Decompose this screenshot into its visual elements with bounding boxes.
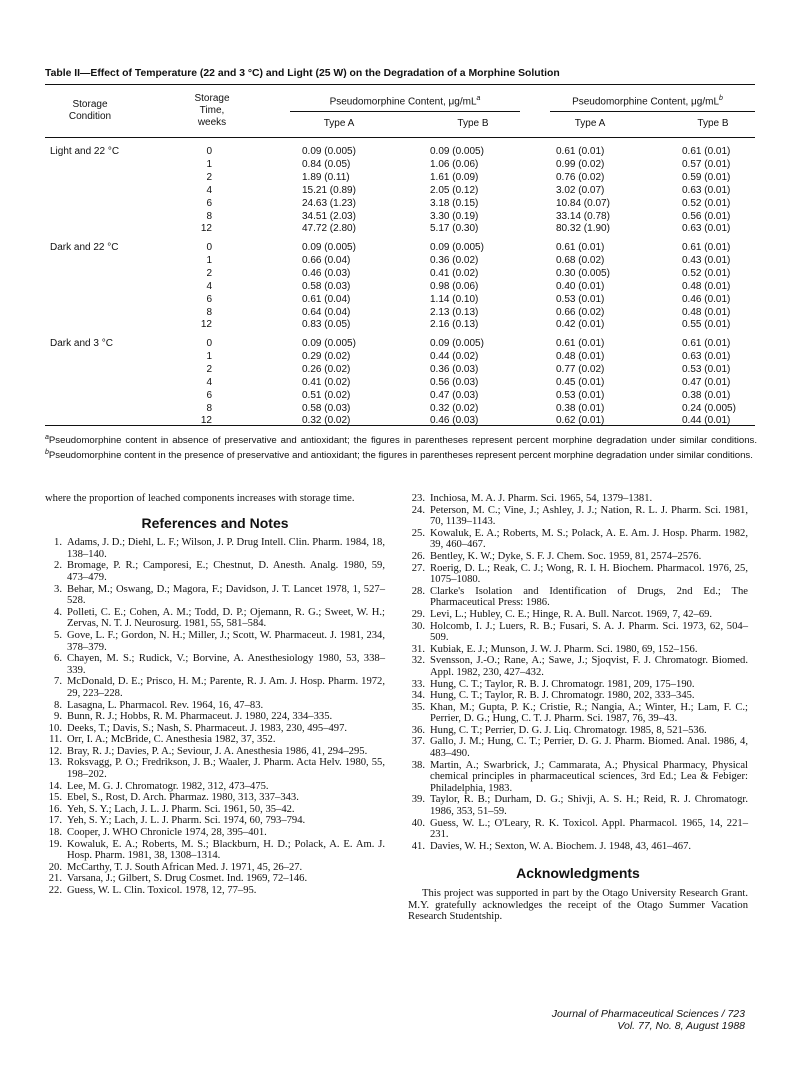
cell-type-a-2: 0.61 (0.01) xyxy=(556,338,605,349)
cell-type-b-2: 0.63 (0.01) xyxy=(682,350,731,362)
reference-number: 33. xyxy=(411,678,425,690)
row-group-condition: Light and 22 °C xyxy=(50,146,120,157)
table-footnote xyxy=(45,432,757,462)
cell-type-a-1: 0.83 (0.05) xyxy=(302,319,351,331)
journal-footer-line: Vol. 77, No. 8, August 1988 xyxy=(617,1020,745,1032)
reference-number: 20. xyxy=(48,861,62,873)
reference-text: Bray, R. J.; Davies, P. A.; Seviour, J. A. Anesthesia 1986, 41, 294–295. xyxy=(67,745,368,757)
cell-week: 12 xyxy=(200,223,212,235)
header-type-a-2: Type A xyxy=(574,118,606,129)
reference-number: 4. xyxy=(54,606,62,618)
cell-type-a-2: 33.14 (0.78) xyxy=(556,210,610,222)
reference-item xyxy=(408,655,748,678)
cell-week: 12 xyxy=(200,415,212,427)
reference-number: 17. xyxy=(48,815,62,827)
reference-number: 14. xyxy=(48,780,62,792)
cell-week: 1 xyxy=(206,350,212,362)
cell-week: 8 xyxy=(206,402,212,414)
cell-type-b-2: 0.63 (0.01) xyxy=(682,184,731,196)
reference-text: Adams, J. D.; Diehl, L. F.; Wilson, J. P. Drug Intell. Clin. Pharm. 1984, 18, 138–140. xyxy=(67,537,385,560)
cell-type-b-1: 2.13 (0.13) xyxy=(430,306,479,318)
cell-week: 12 xyxy=(200,319,212,331)
cell-type-a-2: 0.48 (0.01) xyxy=(556,350,605,362)
cell-type-b-1: 0.09 (0.005) xyxy=(430,338,484,349)
reference-number: 40. xyxy=(411,817,425,829)
header-storage-condition-line: Storage xyxy=(72,99,108,110)
cell-type-a-1: 0.09 (0.005) xyxy=(302,338,356,349)
cell-week: 6 xyxy=(206,389,212,401)
references-heading: References and Notes xyxy=(141,514,289,531)
reference-item xyxy=(45,653,385,676)
reference-text: Levi, L.; Hubley, C. E.; Hinge, R. A. Bull. Narcot. 1969, 7, 42–69. xyxy=(430,608,713,620)
cell-type-b-2: 0.55 (0.01) xyxy=(682,319,731,331)
cell-type-b-2: 0.48 (0.01) xyxy=(682,306,731,318)
table-bottom-rule xyxy=(45,425,755,426)
cell-type-a-2: 80.32 (1.90) xyxy=(556,223,610,235)
cell-type-b-2: 0.46 (0.01) xyxy=(682,293,731,305)
reference-item xyxy=(45,804,385,816)
cell-type-b-1: 0.32 (0.02) xyxy=(430,402,479,414)
reference-item xyxy=(45,839,385,862)
reference-item xyxy=(408,551,748,563)
cell-week: 0 xyxy=(206,146,212,157)
cell-type-a-2: 0.53 (0.01) xyxy=(556,389,605,401)
header-type-a-1: Type A xyxy=(323,118,355,129)
reference-number: 24. xyxy=(411,504,425,516)
reference-text: Davies, W. H.; Sexton, W. A. Biochem. J. 1948, 43, 461–467. xyxy=(430,840,692,852)
left-column xyxy=(45,493,385,897)
reference-text: Yeh, S. Y.; Lach, J. L. J. Pharm. Sci. 1961, 50, 35–42. xyxy=(67,803,295,815)
cell-type-b-2: 0.56 (0.01) xyxy=(682,210,731,222)
cell-type-a-2: 0.42 (0.01) xyxy=(556,319,605,331)
footnote-a-mark: a xyxy=(45,434,49,441)
reference-number: 37. xyxy=(411,736,425,748)
reference-item xyxy=(408,690,748,702)
cell-type-a-1: 24.63 (1.23) xyxy=(302,197,356,209)
footnote-b-text: Pseudomorphine content in the presence of preservative and antioxidant; the figures in parentheses represent percent morphine degradation under similar conditions. xyxy=(48,450,753,462)
footnote-mark-b: b xyxy=(719,95,723,102)
cell-type-b-1: 0.09 (0.005) xyxy=(430,146,484,157)
reference-item xyxy=(45,746,385,758)
cell-type-b-1: 5.17 (0.30) xyxy=(430,223,479,235)
cell-week: 2 xyxy=(206,363,212,375)
reference-text: Peterson, M. C.; Vine, J.; Ashley, J. J.; Nation, R. L. J. Pharm. Sci. 1981, 70, 1139–1143. xyxy=(430,504,748,528)
reference-item xyxy=(45,537,385,560)
acknowledgments-text: This project was supported in part by the Otago University Research Grant. M.Y. gratefully acknowledges the receipt of the Otago Summer Vacation Research Studentship. xyxy=(408,888,748,923)
reference-item xyxy=(45,560,385,583)
reference-number: 29. xyxy=(411,608,425,620)
reference-number: 30. xyxy=(411,620,425,632)
row-group-condition: Dark and 22 °C xyxy=(50,242,119,253)
reference-text: Svensson, J.-O.; Rane, A.; Sawe, J.; Sjoqvist, F. J. Chromatogr. Biomed. Appl. 1982, 230, 427–432. xyxy=(430,655,748,678)
cell-type-b-2: 0.24 (0.005) xyxy=(682,402,736,414)
cell-type-b-2: 0.44 (0.01) xyxy=(682,415,731,427)
reference-item xyxy=(45,873,385,885)
reference-number: 39. xyxy=(411,794,425,806)
reference-item xyxy=(45,723,385,735)
cell-type-b-1: 2.05 (0.12) xyxy=(430,184,479,196)
reference-number: 6. xyxy=(54,653,62,665)
reference-list-right xyxy=(408,493,748,852)
reference-number: 38. xyxy=(411,759,425,771)
reference-item xyxy=(408,702,748,725)
cell-week: 1 xyxy=(206,254,212,266)
reference-text: McDonald, D. E.; Prisco, H. M.; Parente, R. J. Am. J. Hosp. Pharm. 1972, 29, 223–228. xyxy=(67,676,385,699)
cell-type-b-2: 0.61 (0.01) xyxy=(682,338,731,349)
reference-item xyxy=(408,818,748,841)
cell-type-b-2: 0.38 (0.01) xyxy=(682,389,731,401)
reference-number: 31. xyxy=(411,643,425,655)
reference-text: Orr, I. A.; McBride, C. Anesthesia 1982, 37, 352. xyxy=(67,734,276,746)
cell-type-b-1: 1.61 (0.09) xyxy=(430,171,479,183)
cell-type-b-1: 0.36 (0.03) xyxy=(430,363,479,375)
header-group-b-label: Pseudomorphine Content, μg/mL xyxy=(572,96,720,108)
reference-text: Martin, A.; Swarbrick, J.; Cammarata, A.; Physical Pharmacy, Physical chemical principles in pharmaceutical sciences, 3rd Ed.; Lea & Febiger: Philadelphia, 1983. xyxy=(430,759,748,794)
reference-text: Khan, M.; Gupta, P. K.; Cristie, R.; Nangia, A.; Winter, H.; Lam, F. C.; Perrier, D. G.; Hung, C. T. J. Pharm. Sci. 1987, 76, 39–43. xyxy=(430,701,748,725)
reference-text: Lasagna, L. Pharmacol. Rev. 1964, 16, 47–83. xyxy=(67,699,264,711)
reference-text: Lee, M. G. J. Chromatogr. 1982, 312, 473–475. xyxy=(67,780,269,792)
header-type-b-2: Type B xyxy=(697,118,729,129)
reference-text: Cooper, J. WHO Chronicle 1974, 28, 395–401. xyxy=(67,827,267,839)
cell-type-a-2: 0.53 (0.01) xyxy=(556,293,605,305)
cell-type-a-1: 0.46 (0.03) xyxy=(302,267,351,279)
reference-item xyxy=(408,644,748,656)
cell-type-a-2: 0.66 (0.02) xyxy=(556,306,605,318)
reference-text: Bunn, R. J.; Hobbs, R. M. Pharmaceut. J. 1980, 224, 334–335. xyxy=(67,711,333,723)
cell-type-b-2: 0.53 (0.01) xyxy=(682,363,731,375)
cell-type-a-1: 47.72 (2.80) xyxy=(302,223,356,235)
cell-week: 2 xyxy=(206,171,212,183)
cell-week: 4 xyxy=(206,376,212,388)
reference-number: 22. xyxy=(48,885,62,896)
reference-text: Varsana, J.; Gilbert, S. Drug Cosmet. Ind. 1969, 72–146. xyxy=(67,873,308,885)
cell-type-b-1: 0.36 (0.02) xyxy=(430,254,479,266)
cell-type-a-2: 0.61 (0.01) xyxy=(556,146,605,157)
reference-number: 36. xyxy=(411,724,425,736)
reference-item xyxy=(45,827,385,839)
header-storage-time xyxy=(182,93,242,129)
reference-text: McCarthy, T. J. South African Med. J. 1971, 45, 26–27. xyxy=(67,861,303,873)
cell-type-a-2: 0.30 (0.005) xyxy=(556,267,610,279)
reference-number: 2. xyxy=(54,560,62,572)
header-group-a-label: Pseudomorphine Content, μg/mL xyxy=(329,96,477,108)
cell-type-b-2: 0.47 (0.01) xyxy=(682,376,731,388)
cell-type-a-1: 0.66 (0.04) xyxy=(302,254,351,266)
reference-text: Clarke's Isolation and Identification of Drugs, 2nd Ed.; The Pharmaceutical Press: 1986. xyxy=(430,585,748,609)
reference-text: Yeh, S. Y.; Lach, J. L. J. Pharm. Sci. 1974, 60, 793–794. xyxy=(67,815,306,827)
right-column xyxy=(408,493,748,923)
reference-number: 1. xyxy=(54,537,62,549)
reference-text: Behar, M.; Oswang, D.; Magora, F.; Davidson, J. T. Lancet 1978, 1, 527–528. xyxy=(67,583,385,607)
cell-type-b-1: 3.18 (0.15) xyxy=(430,197,479,209)
cell-week: 6 xyxy=(206,197,212,209)
reference-text: Guess, W. L.; O'Leary, R. K. Toxicol. Appl. Pharmacol. 1965, 14, 221–231. xyxy=(430,817,748,841)
reference-number: 35. xyxy=(411,701,425,713)
cell-type-b-2: 0.57 (0.01) xyxy=(682,158,731,170)
group-a-underline xyxy=(290,111,520,112)
reference-item xyxy=(45,757,385,780)
reference-item xyxy=(45,792,385,804)
header-storage-condition-line: Condition xyxy=(68,111,112,122)
cell-type-b-2: 0.52 (0.01) xyxy=(682,197,731,209)
cell-type-b-1: 0.47 (0.03) xyxy=(430,389,479,401)
cell-week: 2 xyxy=(206,267,212,279)
table-top-rule xyxy=(45,84,755,85)
reference-text: Deeks, T.; Davis, S.; Nash, S. Pharmaceut. J. 1983, 230, 495–497. xyxy=(67,722,348,734)
cell-type-a-1: 0.09 (0.005) xyxy=(302,146,356,157)
row-group-condition: Dark and 3 °C xyxy=(50,338,113,349)
reference-item xyxy=(45,815,385,827)
header-group-a xyxy=(290,93,520,108)
reference-number: 12. xyxy=(48,745,62,757)
reference-number: 7. xyxy=(54,676,62,688)
cell-type-a-1: 0.58 (0.03) xyxy=(302,280,351,292)
header-group-b xyxy=(540,93,755,108)
reference-item xyxy=(45,607,385,630)
reference-item xyxy=(408,725,748,737)
reference-number: 8. xyxy=(54,699,62,711)
cell-type-b-1: 0.98 (0.06) xyxy=(430,280,479,292)
reference-number: 23. xyxy=(411,493,425,504)
reference-number: 41. xyxy=(411,840,425,852)
cell-type-b-1: 0.56 (0.03) xyxy=(430,376,479,388)
reference-item xyxy=(408,493,748,505)
reference-text: Ebel, S., Rost, D. Arch. Pharmaz. 1980, 313, 337–343. xyxy=(67,792,299,804)
cell-week: 8 xyxy=(206,210,212,222)
cell-type-b-2: 0.52 (0.01) xyxy=(682,267,731,279)
cell-type-b-1: 3.30 (0.19) xyxy=(430,210,479,222)
reference-number: 18. xyxy=(48,827,62,839)
cell-week: 4 xyxy=(206,280,212,292)
cell-type-b-1: 0.09 (0.005) xyxy=(430,242,484,253)
table-caption: Table II—Effect of Temperature (22 and 3 °C) and Light (25 W) on the Degradation of a Morphine Solution xyxy=(45,68,560,79)
reference-list-left xyxy=(45,537,385,896)
reference-item xyxy=(408,609,748,621)
cell-type-a-1: 34.51 (2.03) xyxy=(302,210,356,222)
cell-type-a-1: 0.09 (0.005) xyxy=(302,242,356,253)
reference-number: 3. xyxy=(54,583,62,595)
reference-number: 25. xyxy=(411,527,425,539)
cell-week: 4 xyxy=(206,184,212,196)
reference-text: Kubiak, E. J.; Munson, J. W. J. Pharm. Sci. 1980, 69, 152–156. xyxy=(430,643,698,655)
cell-type-a-1: 0.58 (0.03) xyxy=(302,402,351,414)
cell-week: 0 xyxy=(206,338,212,349)
reference-item xyxy=(408,621,748,644)
reference-text: Hung, C. T.; Taylor, R. B. J. Chromatogr. 1980, 202, 333–345. xyxy=(430,690,695,702)
reference-item xyxy=(45,781,385,793)
reference-item xyxy=(45,734,385,746)
reference-text: Holcomb, I. J.; Luers, R. B.; Fusari, S. A. J. Pharm. Sci. 1973, 62, 504–509. xyxy=(430,620,748,644)
cell-type-a-2: 0.68 (0.02) xyxy=(556,254,605,266)
cell-week: 8 xyxy=(206,306,212,318)
cell-type-a-1: 1.89 (0.11) xyxy=(302,171,350,183)
reference-text: Bromage, P. R.; Camporesi, E.; Chestnut, D. Anesth. Analg. 1980, 59, 473–479. xyxy=(67,560,385,583)
reference-item xyxy=(45,676,385,699)
header-storage-condition xyxy=(50,99,130,123)
group-b-underline xyxy=(550,111,755,112)
cell-type-b-1: 1.06 (0.06) xyxy=(430,158,479,170)
header-storage-time-line: weeks xyxy=(197,117,227,128)
cell-type-a-1: 0.26 (0.02) xyxy=(302,363,351,375)
cell-type-b-1: 0.44 (0.02) xyxy=(430,350,479,362)
footnote-a-text: Pseudomorphine content in absence of preservative and antioxidant; the figures in parentheses represent percent morphine degradation under similar conditions. xyxy=(48,435,757,447)
cell-type-b-2: 0.61 (0.01) xyxy=(682,146,731,157)
reference-item xyxy=(45,584,385,607)
body-text: where the proportion of leached components increases with storage time. xyxy=(45,493,355,504)
reference-item xyxy=(45,700,385,712)
reference-item xyxy=(45,885,385,897)
reference-text: Guess, W. L. Clin. Toxicol. 1978, 12, 77–95. xyxy=(67,885,257,896)
cell-type-a-1: 0.32 (0.02) xyxy=(302,415,351,427)
reference-number: 9. xyxy=(54,711,62,723)
reference-text: Polleti, C. E.; Cohen, A. M.; Todd, D. P.; Ojemann, R. G.; Sweet, W. H.; Zervas, N. T. J. Neurosurg. 1981, 55, 581–584. xyxy=(67,606,385,630)
header-storage-time-line: Time, xyxy=(199,105,225,116)
reference-text: Bentley, K. W.; Dyke, S. F. J. Chem. Soc. 1959, 81, 2574–2576. xyxy=(430,550,702,562)
header-type-b-1: Type B xyxy=(457,118,489,129)
cell-type-b-1: 0.41 (0.02) xyxy=(430,267,479,279)
reference-number: 5. xyxy=(54,629,62,641)
cell-type-b-2: 0.59 (0.01) xyxy=(682,171,731,183)
cell-week: 6 xyxy=(206,293,212,305)
reference-item xyxy=(408,794,748,817)
reference-item xyxy=(408,736,748,759)
cell-type-a-1: 0.61 (0.04) xyxy=(302,293,351,305)
reference-text: Gallo, J. M.; Hung, C. T.; Perrier, D. G. J. Pharm. Biomed. Anal. 1986, 4, 483–490. xyxy=(430,736,748,760)
cell-type-b-2: 0.63 (0.01) xyxy=(682,223,731,235)
cell-type-a-2: 0.99 (0.02) xyxy=(556,158,605,170)
cell-type-a-2: 0.45 (0.01) xyxy=(556,376,605,388)
cell-type-a-1: 0.51 (0.02) xyxy=(302,389,351,401)
cell-type-b-2: 0.43 (0.01) xyxy=(682,254,731,266)
reference-number: 10. xyxy=(48,722,62,734)
cell-type-b-1: 1.14 (0.10) xyxy=(430,293,479,305)
reference-text: Chayen, M. S.; Rudick, V.; Borvine, A. Anesthesiology 1980, 53, 338–339. xyxy=(67,653,385,676)
cell-type-a-2: 0.38 (0.01) xyxy=(556,402,605,414)
reference-text: Kowaluk, E. A.; Roberts, M. S.; Polack, A. E. Am. J. Hosp. Pharm. 1982, 39, 460–467. xyxy=(430,527,748,551)
table-header-rule xyxy=(45,137,755,138)
reference-number: 34. xyxy=(411,690,425,702)
cell-type-a-2: 0.76 (0.02) xyxy=(556,171,605,183)
acknowledgments-heading: Acknowledgments xyxy=(516,865,640,882)
cell-type-a-2: 0.77 (0.02) xyxy=(556,363,605,375)
cell-type-a-2: 3.02 (0.07) xyxy=(556,184,605,196)
cell-type-b-2: 0.61 (0.01) xyxy=(682,242,731,253)
reference-text: Roksvagg, P. O.; Fredrikson, J. B.; Waaler, J. Pharm. Acta Helv. 1980, 55, 198–202. xyxy=(67,757,385,781)
reference-number: 13. xyxy=(48,757,62,769)
reference-number: 19. xyxy=(48,838,62,850)
cell-type-b-2: 0.48 (0.01) xyxy=(682,280,731,292)
reference-item xyxy=(45,630,385,653)
cell-type-a-2: 10.84 (0.07) xyxy=(556,197,610,209)
reference-text: Hung, C. T.; Perrier, D. G. J. Liq. Chromatogr. 1985, 8, 521–536. xyxy=(430,724,707,736)
journal-footer xyxy=(540,1008,745,1032)
reference-text: Roerig, D. L.; Reak, C. J.; Wong, R. I. H. Biochem. Pharmacol. 1976, 25, 1075–1080. xyxy=(430,562,748,586)
cell-type-a-1: 0.64 (0.04) xyxy=(302,306,351,318)
reference-number: 28. xyxy=(411,585,425,597)
reference-item xyxy=(408,841,748,853)
reference-item xyxy=(408,528,748,551)
reference-number: 11. xyxy=(49,734,62,746)
cell-type-a-1: 15.21 (0.89) xyxy=(302,184,356,196)
cell-type-a-2: 0.62 (0.01) xyxy=(556,415,605,427)
cell-type-a-1: 0.84 (0.05) xyxy=(302,158,351,170)
cell-week: 1 xyxy=(206,158,212,170)
reference-text: Gove, L. F.; Gordon, N. H.; Miller, J.; Scott, W. Pharmaceut. J. 1981, 234, 378–379. xyxy=(67,629,385,653)
reference-item xyxy=(408,679,748,691)
reference-item xyxy=(408,563,748,586)
header-storage-time-line: Storage xyxy=(194,93,230,104)
cell-type-a-1: 0.41 (0.02) xyxy=(302,376,351,388)
cell-week: 0 xyxy=(206,242,212,253)
reference-item xyxy=(45,862,385,874)
footnote-mark-a: a xyxy=(476,95,481,102)
reference-text: Taylor, R. B.; Durham, D. G.; Shivji, A. S. H.; Reid, R. J. Chromatogr. 1986, 353, 51–59. xyxy=(430,794,748,818)
reference-number: 15. xyxy=(48,792,62,804)
reference-number: 26. xyxy=(411,550,425,562)
cell-type-b-1: 0.46 (0.03) xyxy=(430,415,479,427)
reference-item xyxy=(408,760,748,795)
reference-number: 21. xyxy=(48,873,62,885)
reference-number: 32. xyxy=(411,655,425,667)
cell-type-b-1: 2.16 (0.13) xyxy=(430,319,479,331)
reference-item xyxy=(408,586,748,609)
reference-text: Kowaluk, E. A.; Roberts, M. S.; Blackburn, H. D.; Polack, A. E. Am. J. Hosp. Pharm. 1981, 38, 1308–1314. xyxy=(67,838,385,862)
cell-type-a-2: 0.61 (0.01) xyxy=(556,242,605,253)
reference-item xyxy=(408,505,748,528)
cell-type-a-1: 0.29 (0.02) xyxy=(302,350,351,362)
reference-item xyxy=(45,711,385,723)
journal-footer-line: Journal of Pharmaceutical Sciences / 723 xyxy=(551,1008,745,1020)
cell-type-a-2: 0.40 (0.01) xyxy=(556,280,605,292)
footnote-b-mark: b xyxy=(45,448,49,456)
reference-text: Inchiosa, M. A. J. Pharm. Sci. 1965, 54, 1379–1381. xyxy=(430,493,653,504)
reference-number: 16. xyxy=(48,803,62,815)
reference-text: Hung, C. T.; Taylor, R. B. J. Chromatogr. 1981, 209, 175–190. xyxy=(430,678,695,690)
reference-number: 27. xyxy=(411,562,425,574)
